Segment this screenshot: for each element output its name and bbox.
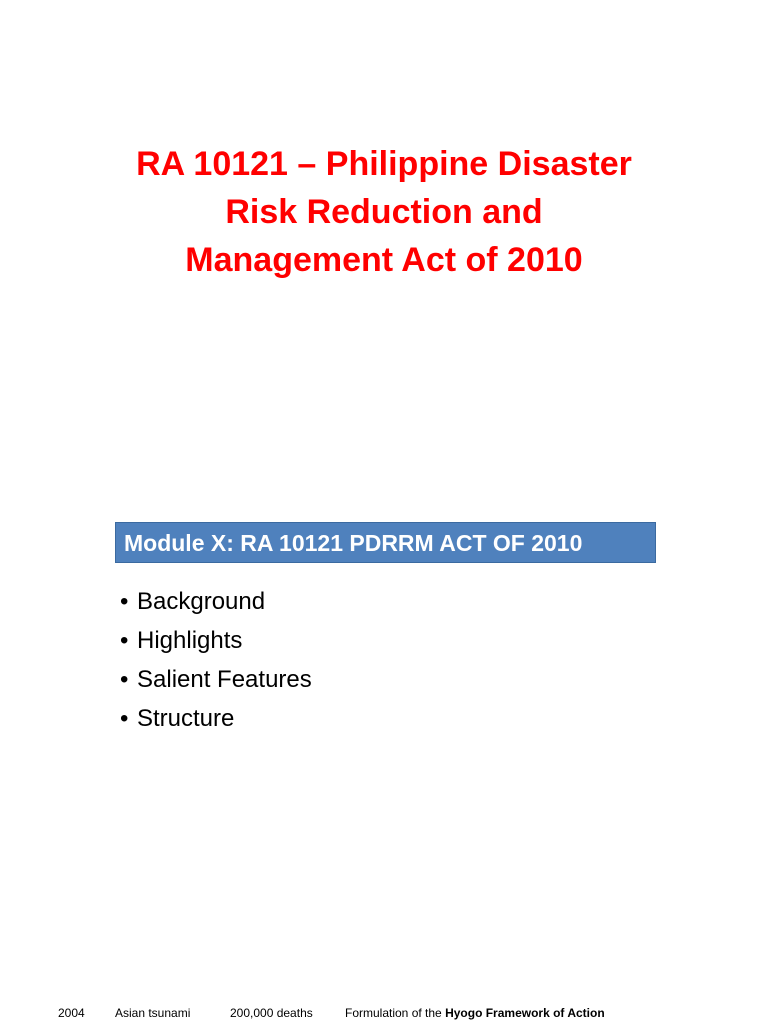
footer-event: Asian tsunami — [115, 1006, 191, 1020]
module-banner: Module X: RA 10121 PDRRM ACT OF 2010 — [115, 522, 656, 563]
list-item — [120, 699, 312, 738]
list-item-text: Salient Features — [137, 666, 312, 693]
footer-deaths: 200,000 deaths — [230, 1006, 313, 1020]
list-item-text: Background — [137, 588, 266, 615]
bullet-marker: • — [120, 627, 129, 654]
footer-formulation — [345, 1005, 605, 1021]
topic-list — [120, 582, 312, 738]
list-item — [120, 621, 312, 660]
footer-year: 2004 — [58, 1006, 85, 1020]
list-item — [120, 582, 312, 621]
bullet-marker: • — [120, 588, 129, 615]
title-line-2: Risk Reduction and — [225, 193, 543, 231]
title-line-1: RA 10121 – Philippine Disaster — [136, 145, 632, 183]
page-title — [84, 140, 684, 284]
title-line-3: Management Act of 2010 — [185, 241, 583, 279]
footer-formulation-prefix: Formulation of the — [345, 1006, 446, 1020]
list-item-text: Highlights — [137, 627, 243, 654]
footer-framework-action: Action — [567, 1006, 605, 1020]
footer-framework-name: Hyogo Framework of — [445, 1006, 568, 1020]
bullet-marker: • — [120, 666, 129, 693]
bullet-marker: • — [120, 705, 129, 732]
list-item-text: Structure — [137, 705, 235, 732]
list-item — [120, 660, 312, 699]
